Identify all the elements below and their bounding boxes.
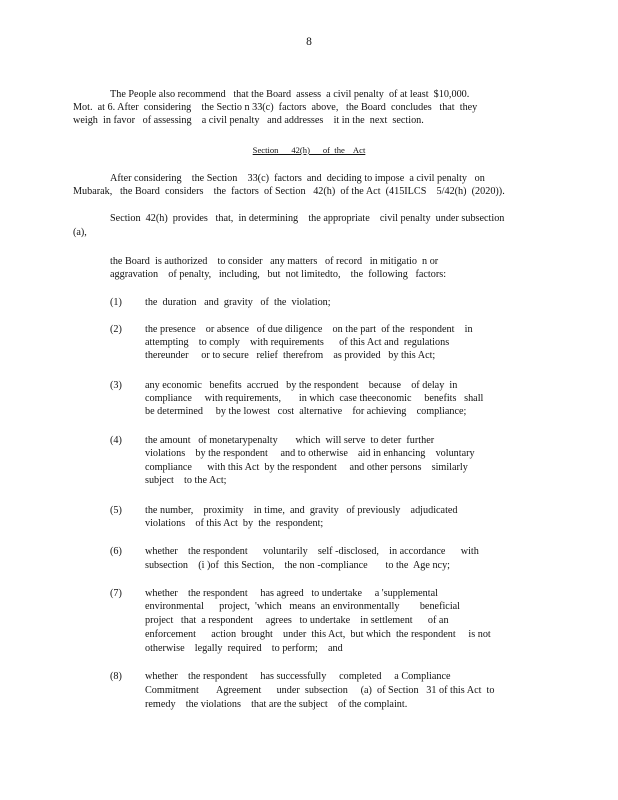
factor-number: (8): [110, 671, 122, 682]
factor-line: thereunder or to secure relief therefrom as provided by this Act;: [145, 350, 436, 361]
factor-line: enforcement action brought under this Act, but which the respondent is not: [145, 629, 491, 640]
factor-line: any economic benefits accrued by the respondent because of delay in: [145, 380, 458, 391]
factor-line: compliance with requirements, in which case theeconomic benefits shall: [145, 393, 484, 404]
factor-number: (1): [110, 297, 122, 308]
paragraph-line: aggravation of penalty, including, but not limitedto, the following factors:: [110, 269, 447, 280]
factor-line: the presence or absence of due diligence on the part of the respondent in: [145, 324, 473, 335]
paragraph-line: the Board is authorized to consider any matters of record in mitigatio n or: [110, 256, 439, 267]
factor-line: attempting to comply with requirements of this Act and regulations: [145, 337, 450, 348]
paragraph-line: The People also recommend that the Board assess a civil penalty of at least $10,000.: [110, 89, 470, 100]
section-heading: [0, 145, 618, 155]
paragraph-line: weigh in favor of assessing a civil penalty and addresses it in the next section.: [73, 115, 424, 126]
factor-line: project that a respondent agrees to undertake in settlement of an: [145, 615, 449, 626]
factor-number: (6): [110, 546, 122, 557]
factor-line: be determined by the lowest cost alternative for achieving compliance;: [145, 406, 467, 417]
factor-line: otherwise legally required to perform; and: [145, 643, 343, 654]
factor-line: whether the respondent voluntarily self -disclosed, in accordance with: [145, 546, 479, 557]
factor-line: the duration and gravity of the violation;: [145, 297, 331, 308]
paragraph-line: Mubarak, the Board considers the factors of Section 42(h) of the Act (415ILCS 5/42(h) (2020)).: [73, 186, 505, 197]
factor-number: (2): [110, 324, 122, 335]
factor-number: (4): [110, 435, 122, 446]
section-heading-text: Section 42(h) of the Act: [252, 145, 366, 155]
factor-number: (7): [110, 588, 122, 599]
factor-number: (3): [110, 380, 122, 391]
factor-line: the number, proximity in time, and gravity of previously adjudicated: [145, 505, 458, 516]
factor-line: violations of this Act by the respondent;: [145, 518, 324, 529]
factor-line: subject to the Act;: [145, 475, 227, 486]
paragraph-line: (a),: [73, 227, 87, 238]
paragraph-line: Mot. at 6. After considering the Sectio n 33(c) factors above, the Board concludes that they: [73, 102, 478, 113]
factor-line: Commitment Agreement under subsection (a) of Section 31 of this Act to: [145, 685, 495, 696]
factor-number: (5): [110, 505, 122, 516]
paragraph-line: Section 42(h) provides that, in determining the appropriate civil penalty under subsection: [110, 213, 505, 224]
factor-line: whether the respondent has agreed to undertake a 'supplemental: [145, 588, 438, 599]
factor-line: violations by the respondent and to otherwise aid in enhancing voluntary: [145, 448, 475, 459]
factor-line: remedy the violations that are the subject of the complaint.: [145, 699, 408, 710]
factor-line: subsection (i )of this Section, the non -compliance to the Age ncy;: [145, 560, 450, 571]
factor-line: whether the respondent has successfully completed a Compliance: [145, 671, 451, 682]
paragraph-line: After considering the Section 33(c) factors and deciding to impose a civil penalty on: [110, 173, 485, 184]
factor-line: the amount of monetarypenalty which will serve to deter further: [145, 435, 435, 446]
factor-line: environmental project, 'which means an environmentally beneficial: [145, 601, 461, 612]
page-number: 8: [306, 36, 312, 48]
factor-line: compliance with this Act by the respondent and other persons similarly: [145, 462, 468, 473]
